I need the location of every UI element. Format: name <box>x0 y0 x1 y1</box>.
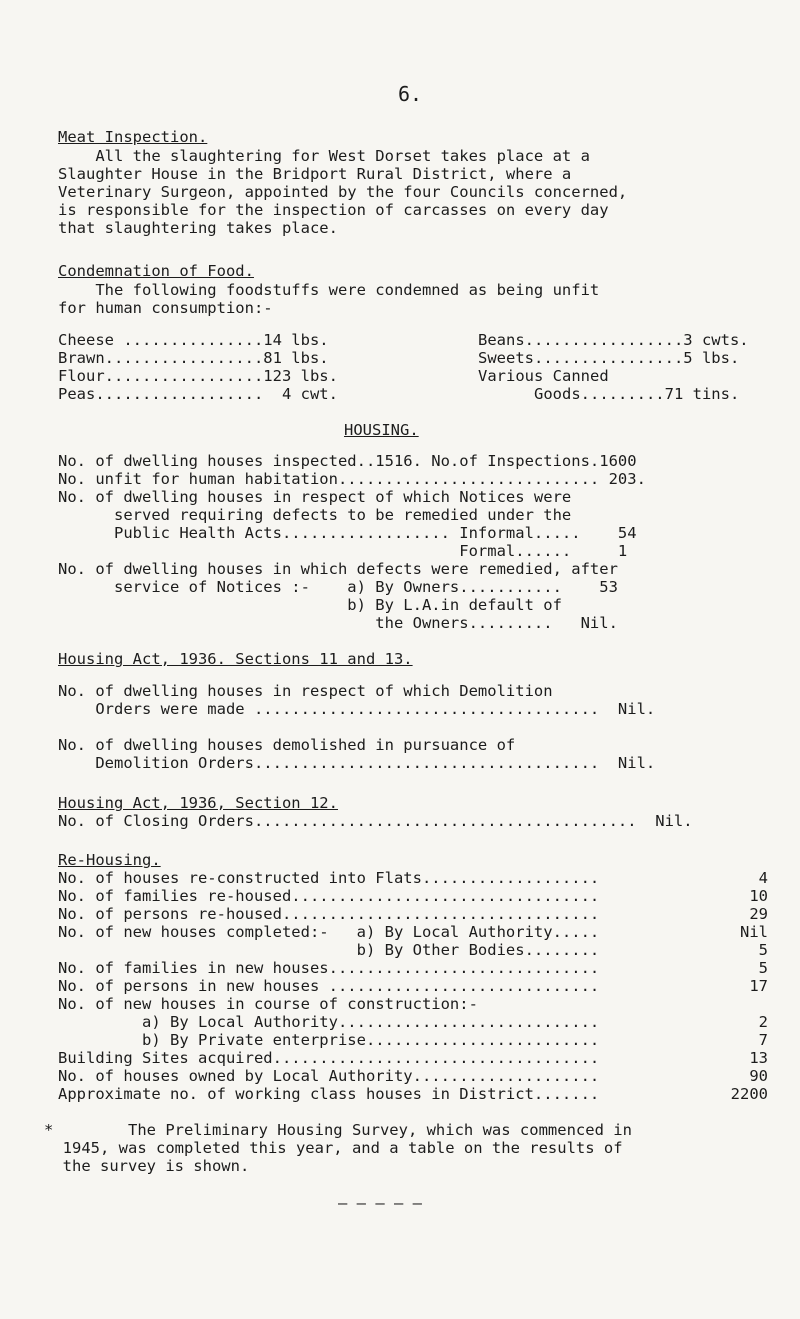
housing-line: No. of dwelling houses inspected..1516. No.of Inspections.1600 <box>58 452 637 470</box>
row-label: Building Sites acquired................................... <box>58 1049 600 1067</box>
food-item: Flour.................123 lbs. <box>58 367 338 385</box>
row-label: No. of persons re-housed.................................. <box>58 905 600 923</box>
housing-line: No. unfit for human habitation............................ 203. <box>58 470 646 488</box>
housing-line: b) By L.A.in default of <box>58 596 562 614</box>
table-row <box>58 887 768 905</box>
table-row <box>58 869 768 887</box>
meat-inspection-heading: Meat Inspection. <box>58 128 208 146</box>
row-label: b) By Private enterprise......................... <box>58 1031 600 1049</box>
row-label: No. of persons in new houses ............................. <box>58 977 600 995</box>
demolition-line: Orders were made ..................................... Nil. <box>58 700 656 718</box>
condemnation-intro-line: for human consumption:- <box>58 299 273 317</box>
row-value: 13 <box>749 1049 768 1067</box>
row-value: 10 <box>749 887 768 905</box>
row-value: Nil <box>740 923 768 941</box>
survey-line: 1945, was completed this year, and a table on the results of <box>44 1139 623 1157</box>
table-row <box>58 959 768 977</box>
food-item: Sweets................5 lbs. <box>478 349 740 367</box>
food-item: Brawn.................81 lbs. <box>58 349 329 367</box>
row-value: 5 <box>758 959 768 977</box>
housing-line: served requiring defects to be remedied under the <box>58 506 572 524</box>
row-value: 7 <box>758 1031 768 1049</box>
housing-heading: HOUSING. <box>344 421 419 439</box>
table-row <box>58 1049 768 1067</box>
housing-act-11-13-heading: Housing Act, 1936. Sections 11 and 13. <box>58 650 413 668</box>
survey-line: * The Preliminary Housing Survey, which was commenced in <box>44 1121 632 1139</box>
page-number: 6. <box>398 82 423 106</box>
table-row <box>58 1085 768 1103</box>
row-value: 17 <box>749 977 768 995</box>
housing-act-12-heading: Housing Act, 1936, Section 12. <box>58 794 338 812</box>
meat-line: All the slaughtering for West Dorset takes place at a <box>58 147 590 165</box>
housing-line: Public Health Acts.................. Informal..... 54 <box>58 524 637 542</box>
survey-line: the survey is shown. <box>44 1157 250 1175</box>
row-label: No. of new houses completed:- a) By Local Authority..... <box>58 923 600 941</box>
meat-line: that slaughtering takes place. <box>58 219 338 237</box>
row-label: No. of houses re-constructed into Flats................... <box>58 869 600 887</box>
food-item: Peas.................. 4 cwt. <box>58 385 338 403</box>
demolition-line: No. of dwelling houses in respect of which Demolition <box>58 682 553 700</box>
demolition-line: Demolition Orders..................................... Nil. <box>58 754 656 772</box>
row-value: 4 <box>758 869 768 887</box>
demolition-line: No. of dwelling houses demolished in pursuance of <box>58 736 516 754</box>
food-item: Cheese ...............14 lbs. <box>58 331 329 349</box>
row-label: b) By Other Bodies........ <box>58 941 600 959</box>
meat-line: Slaughter House in the Bridport Rural District, where a <box>58 165 572 183</box>
table-row <box>58 941 768 959</box>
housing-line: No. of dwelling houses in which defects were remedied, after <box>58 560 618 578</box>
table-row <box>58 977 768 995</box>
table-row <box>58 1067 768 1085</box>
housing-line: the Owners......... Nil. <box>58 614 618 632</box>
housing-line: Formal...... 1 <box>58 542 628 560</box>
row-value: 90 <box>749 1067 768 1085</box>
table-row <box>58 905 768 923</box>
housing-line: service of Notices :- a) By Owners........... 53 <box>58 578 618 596</box>
row-value: 2 <box>758 1013 768 1031</box>
condemnation-intro-line: The following foodstuffs were condemned as being unfit <box>58 281 600 299</box>
table-row <box>58 1031 768 1049</box>
meat-line: is responsible for the inspection of carcasses on every day <box>58 201 609 219</box>
table-row <box>58 1013 768 1031</box>
divider-rule: — — — — — <box>338 1194 422 1212</box>
rehousing-heading: Re-Housing. <box>58 851 161 869</box>
row-value: 5 <box>758 941 768 959</box>
row-label: No. of families re-housed................................. <box>58 887 600 905</box>
row-value: 2200 <box>730 1085 768 1103</box>
housing-line: No. of dwelling houses in respect of which Notices were <box>58 488 572 506</box>
table-row <box>58 995 768 1013</box>
food-item: Goods.........71 tins. <box>478 385 740 403</box>
closing-orders-line: No. of Closing Orders......................................... Nil. <box>58 812 693 830</box>
row-label: a) By Local Authority............................ <box>58 1013 600 1031</box>
row-label: No. of new houses in course of construction:- <box>58 995 478 1013</box>
row-value: 29 <box>749 905 768 923</box>
food-item: Beans.................3 cwts. <box>478 331 749 349</box>
table-row <box>58 923 768 941</box>
row-label: Approximate no. of working class houses in District....... <box>58 1085 600 1103</box>
condemnation-heading: Condemnation of Food. <box>58 262 254 280</box>
row-label: No. of families in new houses............................. <box>58 959 600 977</box>
meat-line: Veterinary Surgeon, appointed by the four Councils concerned, <box>58 183 628 201</box>
food-item: Various Canned <box>478 367 609 385</box>
row-label: No. of houses owned by Local Authority.................... <box>58 1067 600 1085</box>
